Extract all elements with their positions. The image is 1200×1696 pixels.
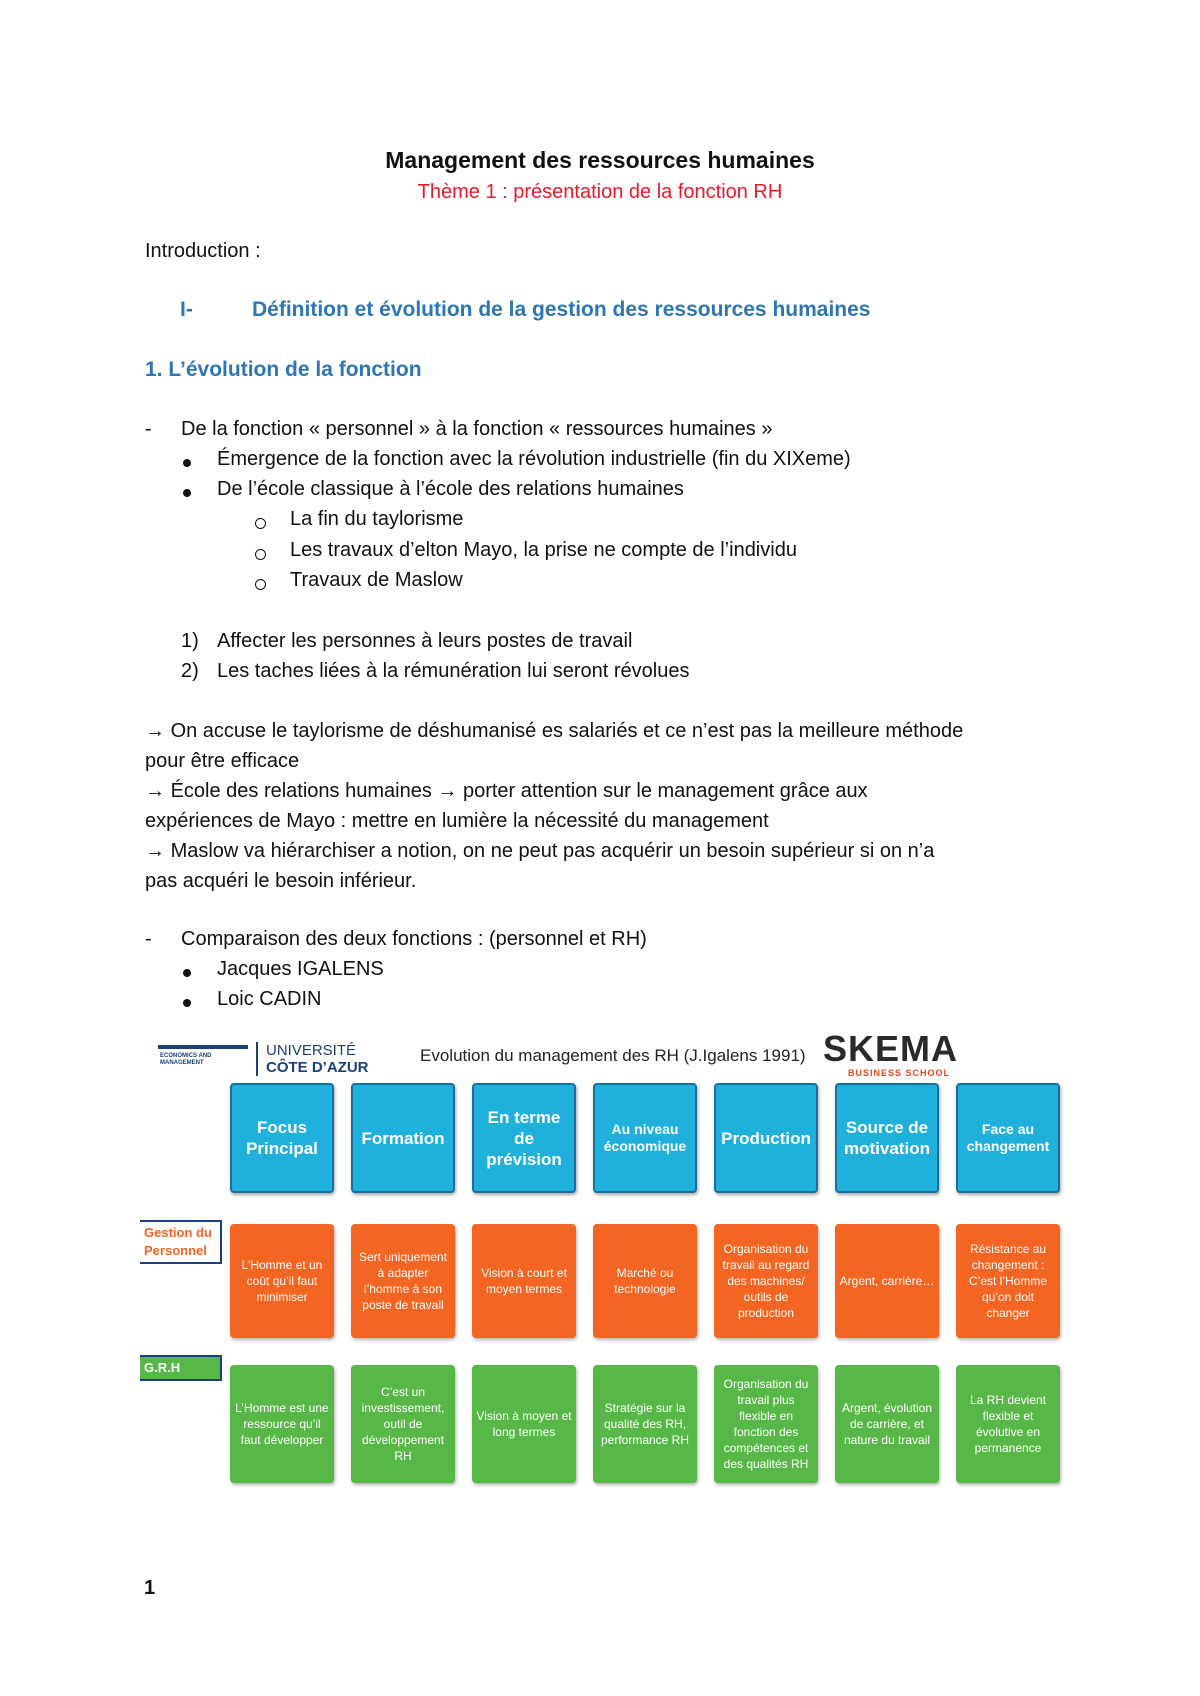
header-box: Production — [714, 1083, 818, 1193]
section-title: Définition et évolution de la gestion des ressources humaines — [252, 298, 871, 321]
subsection-heading: 1. L’évolution de la fonction — [145, 358, 422, 381]
arrow-paragraph: → Maslow va hiérarchiser a notion, on ne peut pas acquérir un besoin supérieur si on n’a — [145, 840, 935, 862]
header-box: Source de motivation — [835, 1083, 939, 1193]
grh-cell: Stratégie sur la qualité des RH, performance RH — [593, 1365, 697, 1483]
dash-marker: - — [145, 928, 152, 950]
personnel-cell: Sert uniquement à adapter l’homme à son poste de travail — [351, 1224, 455, 1338]
arrow-icon: → — [145, 780, 165, 802]
dash-marker: - — [145, 418, 152, 440]
grh-cell: Vision à moyen et long termes — [472, 1365, 576, 1483]
list-number: 1) — [181, 630, 199, 652]
list-item: Les taches liées à la rémunération lui seront révolues — [217, 660, 690, 682]
arrow-paragraph: → On accuse le taylorisme de déshumanisé es salariés et ce n’est pas la meilleure méthode — [145, 720, 964, 742]
document-title: Management des ressources humaines — [385, 147, 815, 173]
list-item: La fin du taylorisme — [290, 508, 464, 530]
grh-cell: Argent, évolution de carrière, et nature du travail — [835, 1365, 939, 1483]
circle-marker — [255, 518, 266, 529]
economics-management-logo: ECONOMICS AND MANAGEMENT — [158, 1045, 248, 1075]
list-item: Émergence de la fonction avec la révolution industrielle (fin du XIXeme) — [217, 448, 851, 470]
slide-image — [138, 1030, 1068, 1500]
header-box: Formation — [351, 1083, 455, 1193]
arrow-icon: → — [145, 720, 165, 742]
personnel-cell: Vision à court et moyen termes — [472, 1224, 576, 1338]
list-item: Les travaux d’elton Mayo, la prise ne compte de l’individu — [290, 539, 797, 561]
bullet-marker — [183, 999, 191, 1007]
personnel-cell: L’Homme et un coût qu’il faut minimiser — [230, 1224, 334, 1338]
list-number: 2) — [181, 660, 199, 682]
bullet-marker — [183, 969, 191, 977]
circle-marker — [255, 579, 266, 590]
row-label-grh: G.R.H — [140, 1355, 222, 1381]
page-number: 1 — [144, 1577, 156, 1599]
skema-tagline: BUSINESS SCHOOL — [848, 1068, 951, 1078]
personnel-cell: Organisation du travail au regard des machines/ outils de production — [714, 1224, 818, 1338]
header-box: Au niveau économique — [593, 1083, 697, 1193]
header-box: Focus Principal — [230, 1083, 334, 1193]
personnel-cell: Résistance au changement : C’est l’Homme qu’on doit changer — [956, 1224, 1060, 1338]
list-item: Jacques IGALENS — [217, 958, 384, 980]
list-item: Comparaison des deux fonctions : (personnel et RH) — [181, 928, 647, 950]
row-label-personnel: Gestion du Personnel — [140, 1220, 222, 1264]
document-subtitle: Thème 1 : présentation de la fonction RH — [417, 181, 783, 203]
arrow-paragraph-cont: pas acquéri le besoin inférieur. — [145, 870, 417, 892]
section-heading — [180, 298, 870, 322]
slide-title: Evolution du management des RH (J.Igalens 1991) — [420, 1046, 806, 1065]
list-item: Travaux de Maslow — [290, 569, 463, 591]
arrow-icon: → — [145, 840, 165, 862]
intro-label: Introduction : — [145, 240, 261, 262]
header-box: En terme de prévision — [472, 1083, 576, 1193]
arrow-paragraph-cont: pour être efficace — [145, 750, 300, 772]
grh-cell: C’est un investissement, outil de développement RH — [351, 1365, 455, 1483]
personnel-cell: Argent, carrière… — [835, 1224, 939, 1338]
arrow-paragraph-cont: expériences de Mayo : mettre en lumière la nécessité du management — [145, 810, 769, 832]
grh-cell: L’Homme est une ressource qu’il faut développer — [230, 1365, 334, 1483]
list-item: Loic CADIN — [217, 988, 322, 1010]
skema-logo: SKEMA — [823, 1028, 959, 1069]
grh-cell: Organisation du travail plus flexible en fonction des compétences et des qualités RH — [714, 1365, 818, 1483]
arrow-paragraph: → École des relations humaines → porter attention sur le management grâce aux — [145, 780, 868, 802]
university-logo: UNIVERSITÉ CÔTE D’AZUR — [256, 1042, 396, 1076]
header-box: Face au changement — [956, 1083, 1060, 1193]
grh-cell: La RH devient flexible et évolutive en permanence — [956, 1365, 1060, 1483]
list-item: De l’école classique à l’école des relations humaines — [217, 478, 684, 500]
arrow-icon: → — [437, 780, 458, 802]
bullet-marker — [183, 459, 191, 467]
list-item: Affecter les personnes à leurs postes de travail — [217, 630, 633, 652]
section-number: I- — [180, 298, 193, 321]
circle-marker — [255, 549, 266, 560]
personnel-cell: Marché ou technologie — [593, 1224, 697, 1338]
bullet-marker — [183, 489, 191, 497]
list-item: De la fonction « personnel » à la fonction « ressources humaines » — [181, 418, 773, 440]
